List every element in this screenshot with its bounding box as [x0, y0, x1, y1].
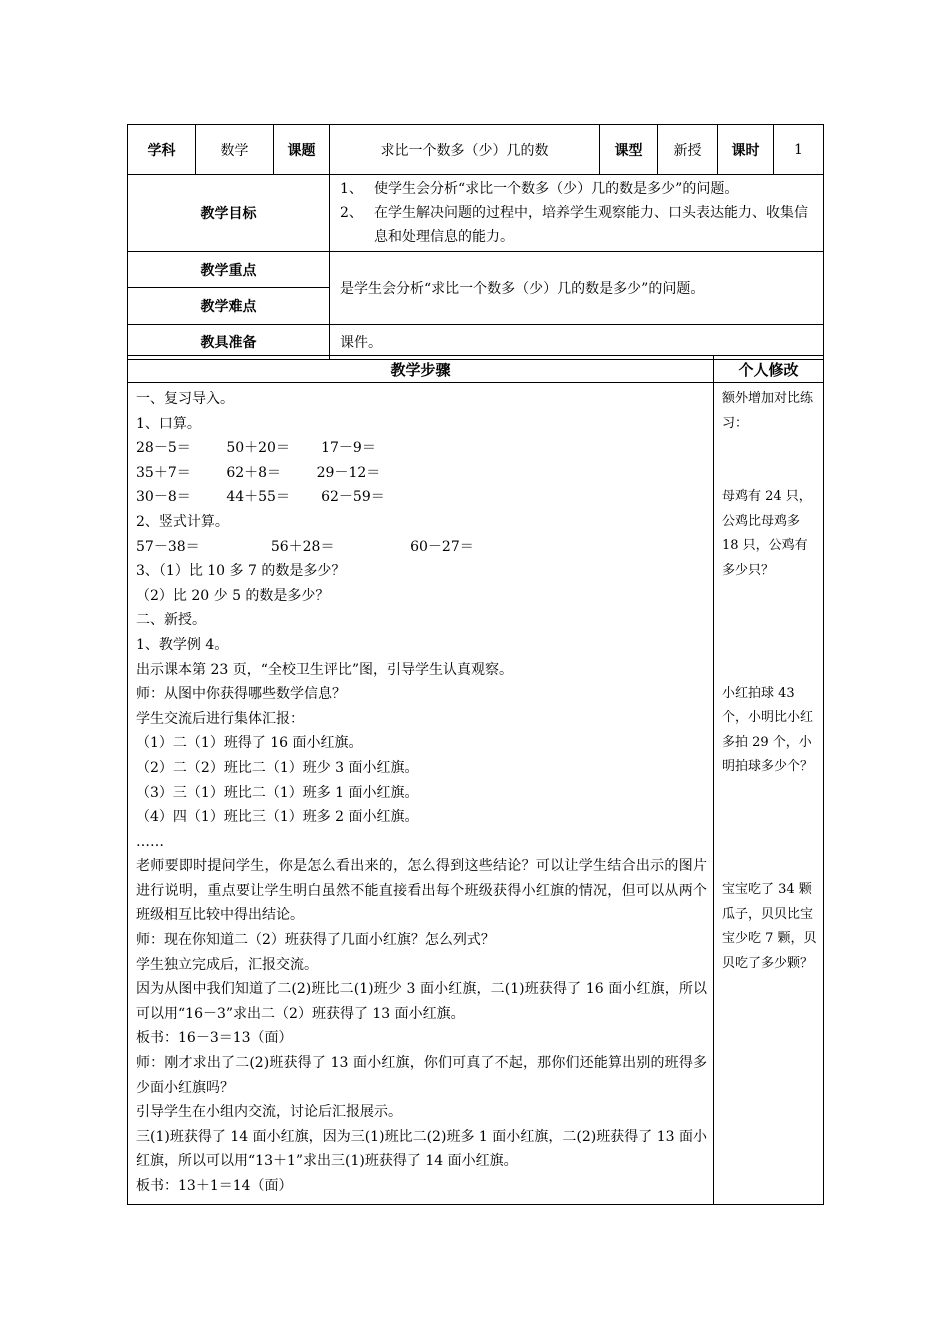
revision-note: 母鸡有 24 只，公鸡比母鸡多 18 只，公鸡有多少只？: [722, 489, 812, 578]
step-line: （1）二（1）班得了 16 面小红旗。: [136, 735, 363, 752]
step-line: 1、口算。: [136, 415, 201, 432]
step-line: 3、（1）比 10 多 7 的数是多少？: [136, 563, 346, 580]
step-line: 28－5＝ 50＋20＝ 17－9＝: [136, 440, 376, 457]
type-value: 新授: [658, 125, 718, 175]
step-line: 57－38＝ 56＋28＝ 60－27＝: [136, 538, 474, 555]
key-difficulty-text: 是学生会分析“求比一个数多（少）几的数是多少”的问题。: [330, 252, 824, 325]
objectives-content: [330, 175, 824, 252]
step-line: 学生独立完成后，汇报交流。: [136, 956, 318, 973]
lesson-header-table: [127, 124, 824, 360]
step-line: 30－8＝ 44＋55＝ 62－59＝: [136, 489, 385, 506]
hours-value: 1: [774, 125, 824, 175]
objective-number: 1、: [340, 181, 363, 197]
step-line: （2）二（2）班比二（1）班少 3 面小红旗。: [136, 759, 419, 776]
materials-label: 教具准备: [128, 325, 330, 360]
step-line: 一、复习导入。: [136, 391, 234, 407]
revision-gap: [722, 584, 817, 682]
step-line: 2、竖式计算。: [136, 513, 229, 530]
hours-label: 课时: [718, 125, 774, 175]
topic-value: 求比一个数多（少）几的数: [330, 125, 600, 175]
revision-content: [714, 383, 824, 1205]
step-line: 师：现在你知道二（2）班获得了几面小红旗？怎么列式？: [136, 932, 495, 949]
step-line: 引导学生在小组内交流，讨论后汇报展示。: [136, 1104, 402, 1121]
subject-label: 学科: [128, 125, 196, 175]
revision-gap: [722, 436, 817, 485]
type-label: 课型: [600, 125, 658, 175]
step-line: 二、新授。: [136, 612, 206, 629]
revision-gap: [722, 780, 817, 878]
objective-number: 2、: [340, 205, 363, 221]
step-paragraph: 老师要即时提问学生，你是怎么看出来的，怎么得到这些结论？可以让学生结合出示的图片进行说明，重点要让学生明白虽然不能直接看出每个班级获得小红旗的情况，但可以从两个班级相互比较中得出结论。: [136, 858, 707, 924]
subject-value: 数学: [196, 125, 274, 175]
step-line: （3）三（1）班比二（1）班多 1 面小红旗。: [136, 784, 419, 801]
step-line: 板书：13＋1＝14（面）: [136, 1178, 293, 1194]
step-line: 35＋7＝ 62＋8＝ 29－12＝: [136, 464, 381, 481]
objective-item: [340, 201, 815, 249]
materials-text: 课件。: [330, 325, 824, 360]
steps-header: 教学步骤: [128, 356, 714, 383]
revision-note: 宝宝吃了 34 颗瓜子，贝贝比宝宝少吃 7 颗，贝贝吃了多少颗？: [722, 881, 817, 971]
step-paragraph: 三(1)班获得了 14 面小红旗，因为三(1)班比二(2)班多 1 面小红旗，二(2)班获得了 13 面小红旗，所以可以用“13＋1”求出三(1)班获得了 14 面小红旗。: [136, 1128, 707, 1170]
step-paragraph: 因为从图中我们知道了二(2)班比二(1)班少 3 面小红旗，二(1)班获得了 16 面小红旗，所以可以用“16－3”求出二（2）班获得了 13 面小红旗。: [136, 981, 707, 1022]
step-line: （4）四（1）班比三（1）班多 2 面小红旗。: [136, 809, 419, 826]
step-line: 1、教学例 4。: [136, 636, 229, 653]
revision-note: 额外增加对比练习：: [722, 391, 814, 431]
step-line: 板书：16－3＝13（面）: [136, 1030, 293, 1047]
objective-text: 使学生会分析“求比一个数多（少）几的数是多少”的问题。: [374, 181, 739, 197]
objective-item: [340, 177, 815, 201]
step-paragraph: 师：刚才求出了二(2)班获得了 13 面小红旗，你们可真了不起，那你们还能算出别的班得多少面小红旗吗？: [136, 1055, 707, 1096]
revision-header: 个人修改: [714, 356, 824, 383]
lesson-steps-table: [127, 355, 824, 1205]
step-line: 师：从图中你获得哪些数学信息？: [136, 686, 346, 703]
difficulty-label: 教学难点: [128, 288, 330, 325]
step-line: （2）比 20 少 5 的数是多少？: [136, 587, 330, 604]
step-line: ……: [136, 833, 164, 850]
step-line: 出示课本第 23 页，“全校卫生评比”图，引导学生认真观察。: [136, 661, 514, 678]
steps-content: [128, 383, 714, 1205]
step-line: 学生交流后进行集体汇报：: [136, 710, 304, 727]
topic-label: 课题: [274, 125, 330, 175]
key-point-label: 教学重点: [128, 252, 330, 288]
revision-note: 小红拍球 43 个，小明比小红多拍 29 个，小明拍球多少个？: [722, 685, 814, 775]
objectives-label: 教学目标: [128, 175, 330, 252]
objective-text: 在学生解决问题的过程中，培养学生观察能力、口头表达能力、收集信息和处理信息的能力。: [374, 205, 808, 245]
